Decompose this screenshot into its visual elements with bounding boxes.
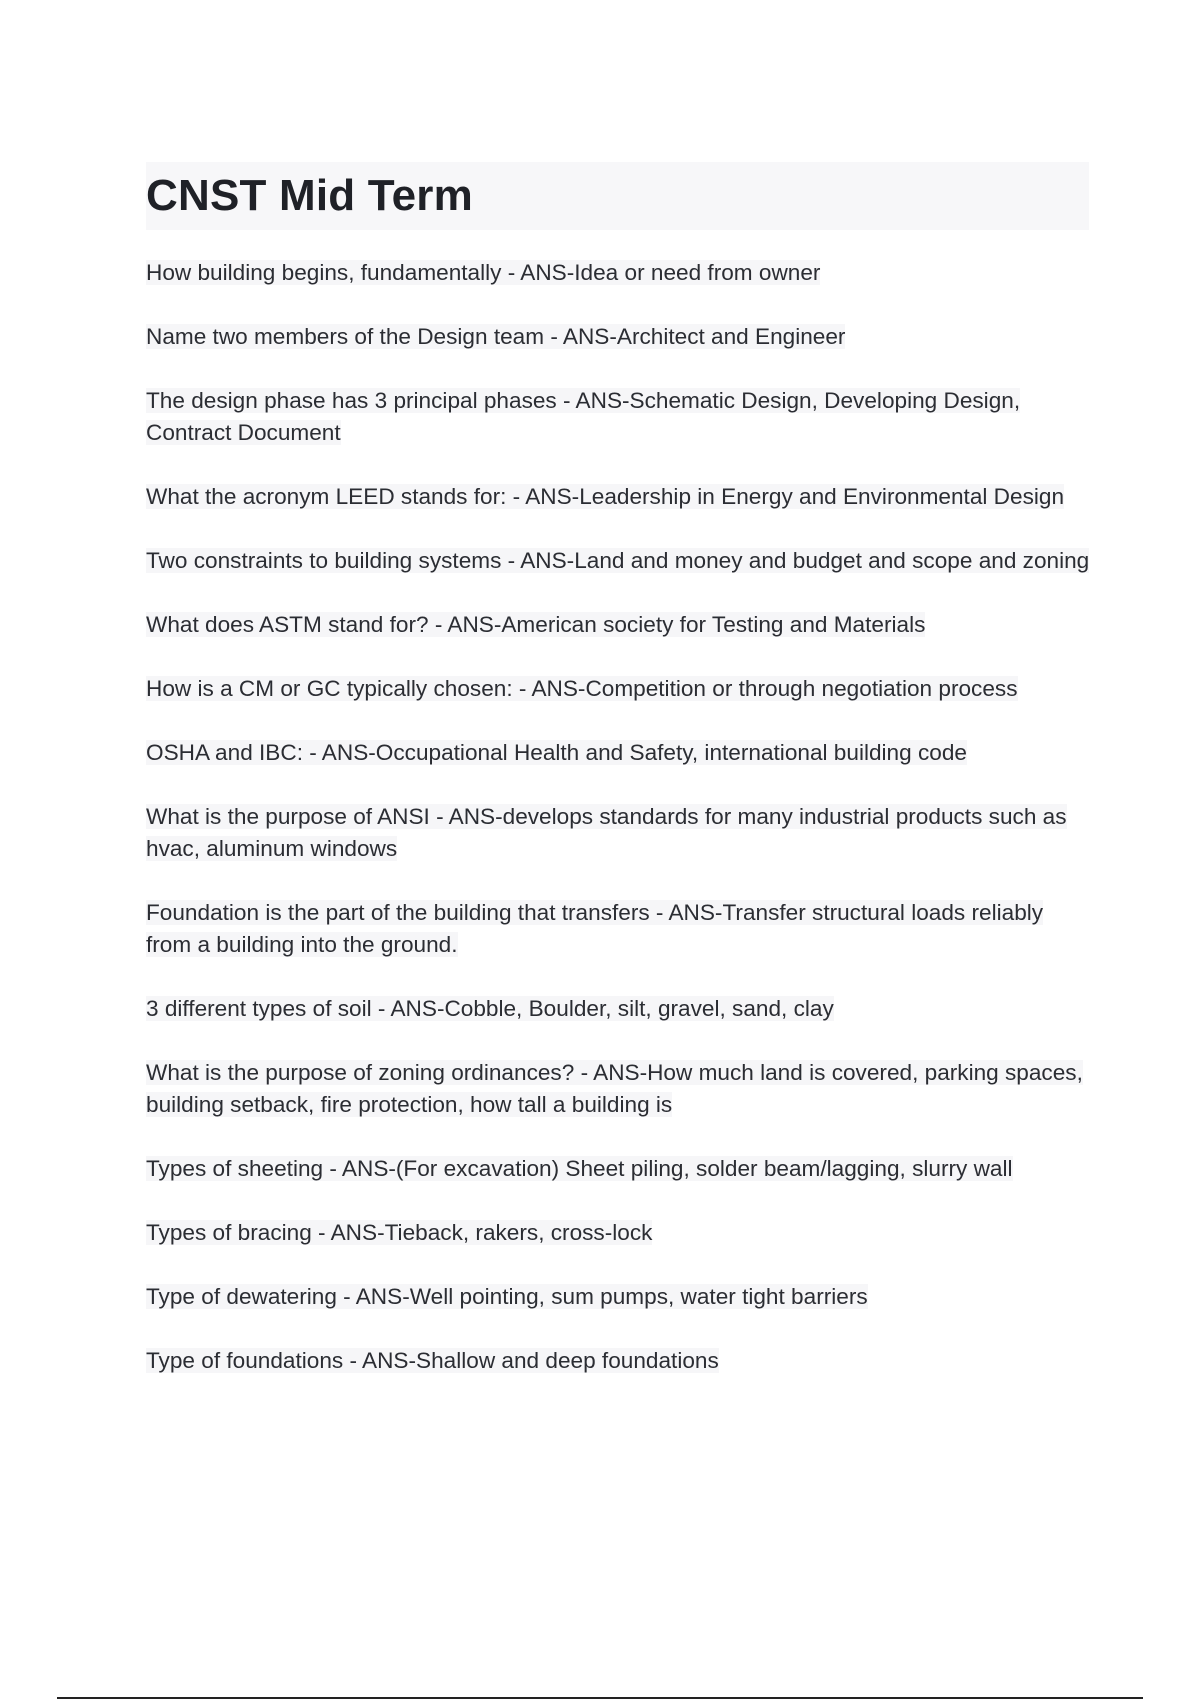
qa-item bbox=[146, 609, 1091, 641]
qa-list bbox=[146, 257, 1091, 1409]
qa-item bbox=[146, 385, 1091, 449]
qa-item bbox=[146, 801, 1091, 865]
qa-item bbox=[146, 321, 1091, 353]
title-banner bbox=[146, 162, 1089, 230]
qa-text: OSHA and IBC: - ANS-Occupational Health and Safety, international building code bbox=[146, 740, 967, 765]
qa-item bbox=[146, 1281, 1091, 1313]
qa-text: How building begins, fundamentally - ANS-Idea or need from owner bbox=[146, 260, 821, 285]
qa-text: Type of dewatering - ANS-Well pointing, sum pumps, water tight barriers bbox=[146, 1284, 868, 1309]
qa-text: 3 different types of soil - ANS-Cobble, Boulder, silt, gravel, sand, clay bbox=[146, 996, 834, 1021]
qa-text: What the acronym LEED stands for: - ANS-Leadership in Energy and Environmental Design bbox=[146, 484, 1065, 509]
qa-text: Foundation is the part of the building that transfers - ANS-Transfer structural loads reliably from a building into the ground. bbox=[146, 900, 1044, 957]
qa-item bbox=[146, 1057, 1091, 1121]
qa-text: Types of sheeting - ANS-(For excavation) Sheet piling, solder beam/lagging, slurry wall bbox=[146, 1156, 1013, 1181]
qa-item bbox=[146, 1345, 1091, 1377]
qa-item bbox=[146, 481, 1091, 513]
qa-text: What does ASTM stand for? - ANS-American society for Testing and Materials bbox=[146, 612, 926, 637]
qa-text: The design phase has 3 principal phases - ANS-Schematic Design, Developing Design, Contract Document bbox=[146, 388, 1021, 445]
qa-item bbox=[146, 673, 1091, 705]
qa-text: Name two members of the Design team - ANS-Architect and Engineer bbox=[146, 324, 846, 349]
page-title: CNST Mid Term bbox=[146, 171, 473, 220]
qa-item bbox=[146, 737, 1091, 769]
qa-text: Two constraints to building systems - ANS-Land and money and budget and scope and zoning bbox=[146, 548, 1090, 573]
qa-text: What is the purpose of ANSI - ANS-develops standards for many industrial products such as hvac, aluminum windows bbox=[146, 804, 1067, 861]
qa-text: Types of bracing - ANS-Tieback, rakers, cross-lock bbox=[146, 1220, 653, 1245]
qa-item bbox=[146, 257, 1091, 289]
qa-text: Type of foundations - ANS-Shallow and deep foundations bbox=[146, 1348, 719, 1373]
qa-text: What is the purpose of zoning ordinances? - ANS-How much land is covered, parking spaces, building setback, fire protection, how tall a building is bbox=[146, 1060, 1083, 1117]
qa-item bbox=[146, 545, 1091, 577]
footer-divider bbox=[57, 1697, 1143, 1699]
qa-item bbox=[146, 993, 1091, 1025]
qa-item bbox=[146, 1153, 1091, 1185]
qa-item bbox=[146, 897, 1091, 961]
qa-text: How is a CM or GC typically chosen: - ANS-Competition or through negotiation process bbox=[146, 676, 1018, 701]
qa-item bbox=[146, 1217, 1091, 1249]
